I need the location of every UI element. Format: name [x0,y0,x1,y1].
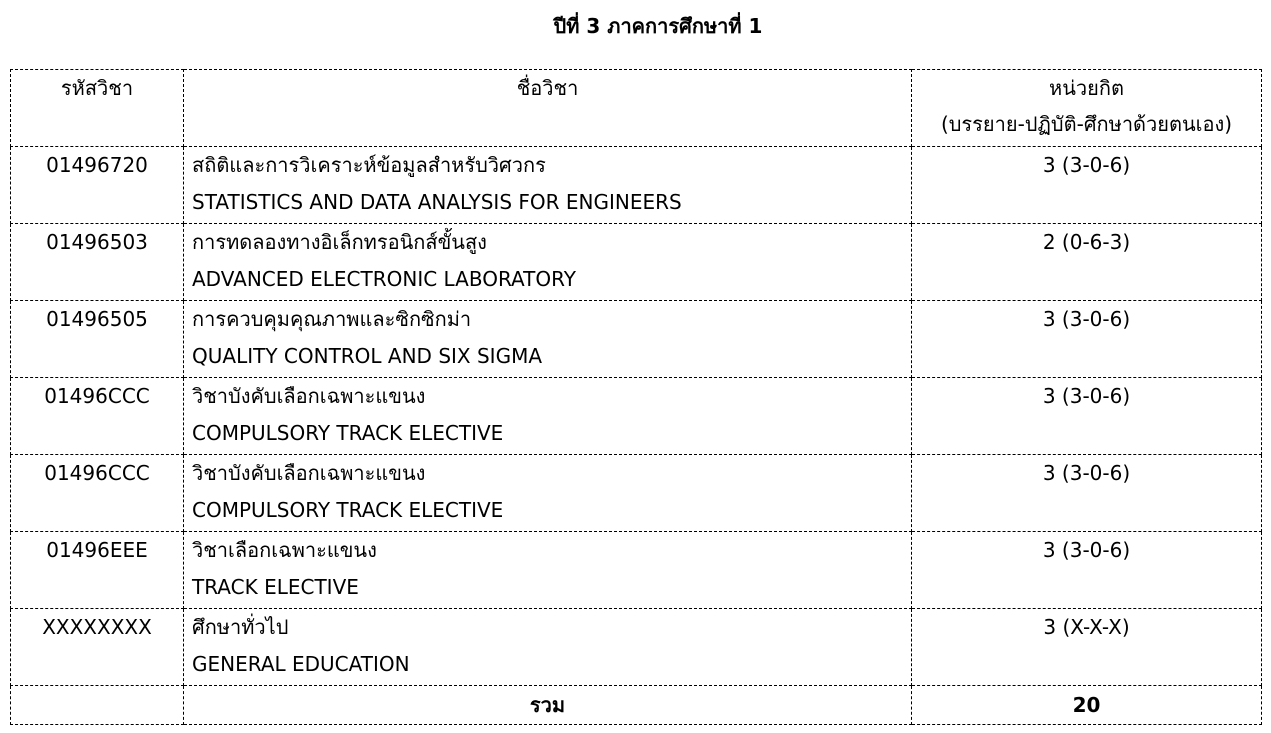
course-credit: 2 (0-6-3) [1042,230,1131,254]
total-value: 20 [1072,693,1101,717]
total-label-cell [184,686,912,725]
course-name-cell [184,224,912,301]
course-credit: 3 (3-0-6) [1042,307,1131,331]
course-code-cell [11,224,184,301]
header-credit-label: หน่วยกิต [1049,76,1124,100]
course-name-en: STATISTICS AND DATA ANALYSIS FOR ENGINEERS [192,190,682,214]
course-name-cell [184,378,912,455]
total-label: รวม [529,693,566,717]
course-credit-cell [912,301,1262,378]
course-code: XXXXXXXX [42,615,152,639]
course-name-en: TRACK ELECTIVE [192,575,359,599]
course-credit: 3 (3-0-6) [1042,153,1131,177]
course-code: 01496EEE [46,538,148,562]
header-code [11,70,184,147]
course-credit-cell [912,224,1262,301]
course-code: 01496CCC [44,384,150,408]
course-credit-cell [912,147,1262,224]
curriculum-table [10,69,1262,725]
course-credit: 3 (3-0-6) [1042,461,1131,485]
course-name-cell [184,609,912,686]
course-code: 01496CCC [44,461,150,485]
course-code-cell [11,301,184,378]
course-credit: 3 (X-X-X) [1043,615,1130,639]
course-name-en: QUALITY CONTROL AND SIX SIGMA [192,344,542,368]
total-row [11,686,1262,725]
course-name-th: ศึกษาทั่วไป [192,615,289,639]
course-credit-cell [912,378,1262,455]
course-code-cell [11,455,184,532]
course-code: 01496720 [46,153,148,177]
course-credit-cell [912,455,1262,532]
header-credit [912,70,1262,147]
course-name-th: การควบคุมคุณภาพและซิกซิกม่า [192,307,472,331]
course-name-en: ADVANCED ELECTRONIC LABORATORY [192,267,576,291]
course-credit-cell [912,609,1262,686]
course-name-en: GENERAL EDUCATION [192,652,410,676]
table-row [11,609,1262,686]
table-row [11,224,1262,301]
course-name-cell [184,147,912,224]
table-row [11,301,1262,378]
course-credit: 3 (3-0-6) [1042,538,1131,562]
course-credit-cell [912,532,1262,609]
course-code-cell [11,532,184,609]
course-name-th: วิชาบังคับเลือกเฉพาะแขนง [192,461,426,485]
course-code-cell [11,609,184,686]
course-name-en: COMPULSORY TRACK ELECTIVE [192,421,504,445]
header-name [184,70,912,147]
course-name-cell [184,301,912,378]
course-name-th: วิชาเลือกเฉพาะแขนง [192,538,377,562]
course-name-th: วิชาบังคับเลือกเฉพาะแขนง [192,384,426,408]
course-code-cell [11,147,184,224]
course-name-cell [184,455,912,532]
course-code-cell [11,378,184,455]
header-name-label: ชื่อวิชา [516,76,579,100]
page-title: ปีที่ 3 ภาคการศึกษาที่ 1 [553,14,763,38]
header-code-label: รหัสวิชา [60,76,134,100]
course-name-en: COMPULSORY TRACK ELECTIVE [192,498,504,522]
course-code: 01496503 [46,230,148,254]
table-row [11,455,1262,532]
table-row [11,532,1262,609]
course-code: 01496505 [46,307,148,331]
table-row [11,378,1262,455]
table-header-row [11,70,1262,147]
total-value-cell [912,686,1262,725]
header-credit-sublabel: (บรรยาย-ปฏิบัติ-ศึกษาด้วยตนเอง) [940,112,1233,136]
course-name-th: การทดลองทางอิเล็กทรอนิกส์ขั้นสูง [192,230,487,254]
total-empty-cell [11,686,184,725]
course-credit: 3 (3-0-6) [1042,384,1131,408]
course-name-th: สถิติและการวิเคราะห์ข้อมูลสำหรับวิศวกร [192,153,546,177]
table-row [11,147,1262,224]
course-name-cell [184,532,912,609]
